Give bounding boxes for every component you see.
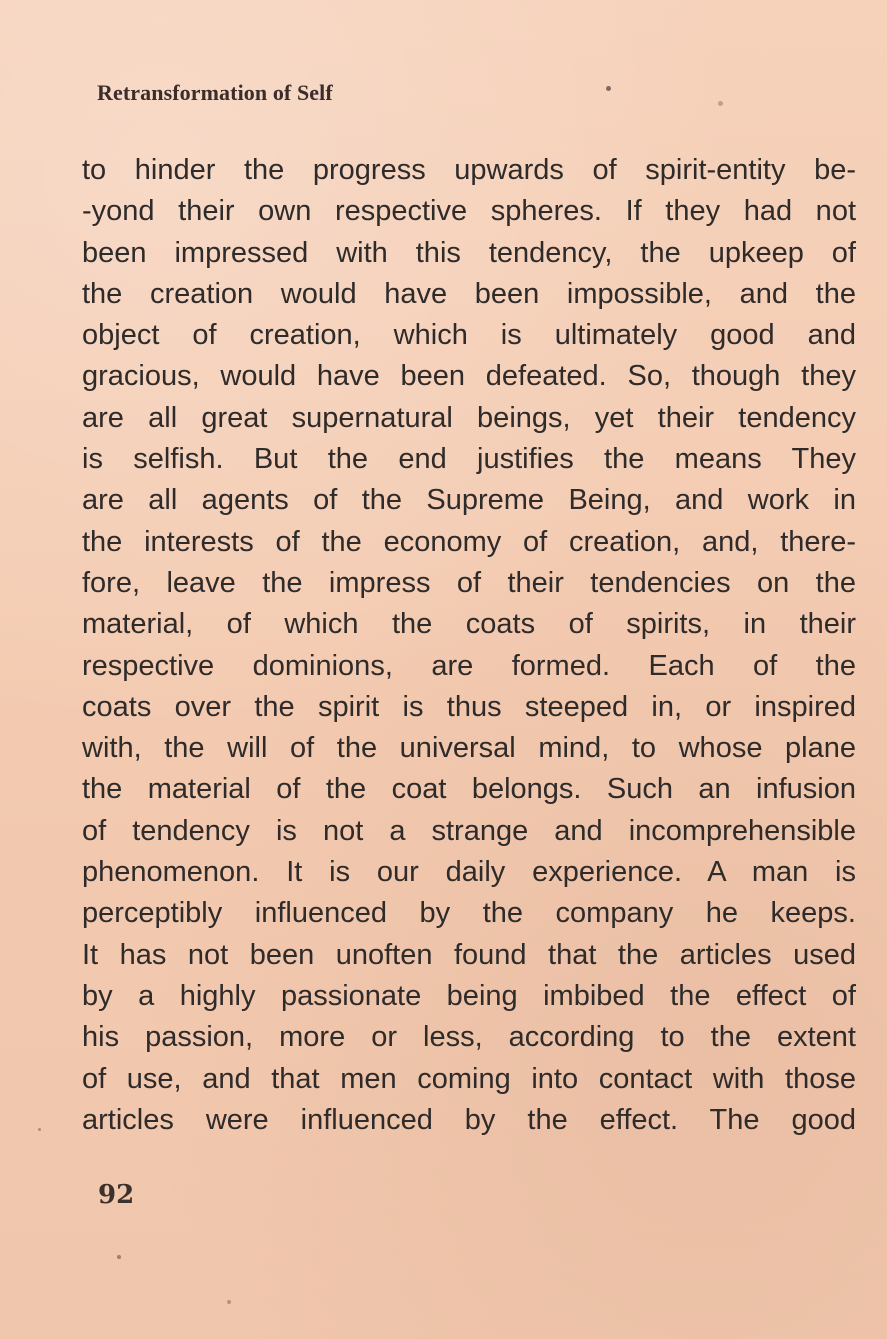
ink-speck xyxy=(38,1128,41,1131)
text-line: with, the will of the universal mind, to whose plane xyxy=(82,732,856,765)
text-line: to hinder the progress upwards of spirit-entity be- xyxy=(82,154,856,186)
page-body-text xyxy=(82,150,856,1141)
ink-speck xyxy=(117,1255,121,1259)
text-line: by a highly passionate being imbibed the effect of xyxy=(82,979,856,1012)
text-line: perceptibly influenced by the company he keeps. xyxy=(82,897,856,930)
ink-speck xyxy=(606,86,611,91)
text-line: respective dominions, are formed. Each of the xyxy=(82,649,856,682)
text-line: fore, leave the impress of their tendencies on the xyxy=(82,566,856,599)
page-number: 92 xyxy=(98,1180,135,1210)
text-line: are all great supernatural beings, yet their tendency xyxy=(82,401,856,434)
running-header-title: Retransformation of Self xyxy=(97,80,333,105)
text-line: are all agents of the Supreme Being, and work in xyxy=(82,484,856,517)
ink-speck xyxy=(718,101,723,106)
ink-speck xyxy=(227,1300,231,1304)
text-line: been impressed with this tendency, the upkeep of xyxy=(82,236,856,269)
text-line: object of creation, which is ultimately good and xyxy=(82,319,856,352)
text-line: the material of the coat belongs. Such an infusion xyxy=(82,773,856,806)
text-line: is selfish. But the end justifies the means They xyxy=(82,443,856,476)
text-line: articles were influenced by the effect. The good xyxy=(82,1103,856,1136)
text-line: phenomenon. It is our daily experience. A man is xyxy=(82,856,856,889)
text-line: It has not been unoften found that the articles used xyxy=(82,938,856,971)
text-line: -yond their own respective spheres. If they had not xyxy=(82,195,856,228)
text-line: of tendency is not a strange and incomprehensible xyxy=(82,814,856,847)
text-line: the interests of the economy of creation, and, there- xyxy=(82,525,856,558)
text-line: of use, and that men coming into contact with those xyxy=(82,1062,856,1095)
text-line: gracious, would have been defeated. So, though they xyxy=(82,360,856,393)
text-line: coats over the spirit is thus steeped in, or inspired xyxy=(82,690,856,723)
text-line: his passion, more or less, according to the extent xyxy=(82,1021,856,1054)
text-line: material, of which the coats of spirits, in their xyxy=(82,608,856,641)
text-line: the creation would have been impossible, and the xyxy=(82,277,856,310)
